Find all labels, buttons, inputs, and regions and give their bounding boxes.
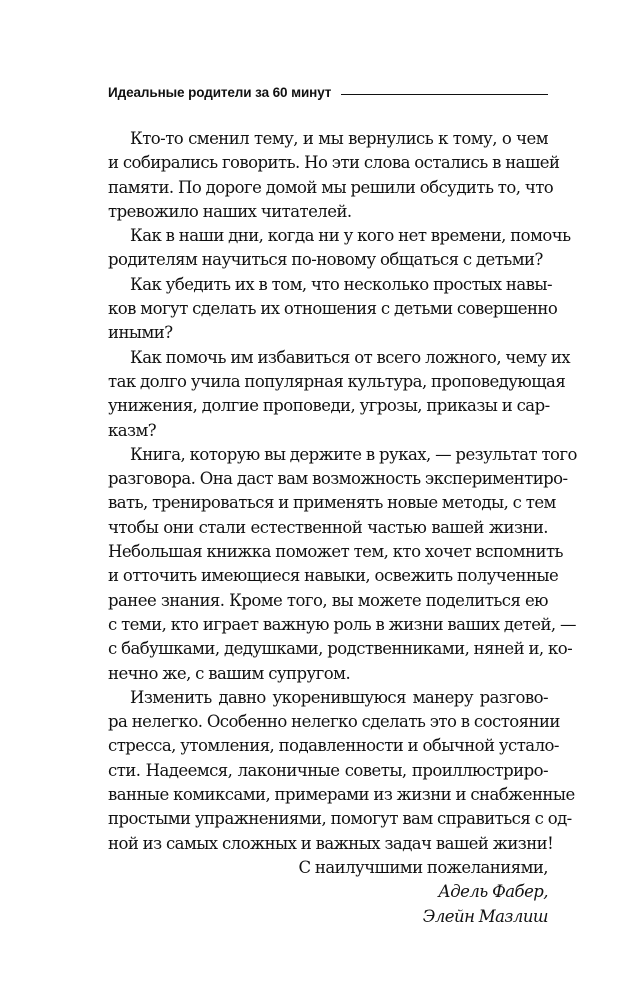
text-line: Кто-то сменил тему, и мы вернулись к тому, о чем	[130, 129, 548, 148]
text-line: сти. Надеемся, лаконичные советы, проиллюстриро-	[108, 760, 548, 780]
text-line: иными?	[108, 323, 173, 343]
author-name: Элейн Мазлиш	[422, 906, 548, 926]
text-line: родителям научиться по-новому общаться с детьми?	[108, 250, 543, 270]
text-line: памяти. По дороге домой мы решили обсудить то, что	[108, 177, 554, 197]
running-header	[108, 82, 548, 102]
text-line: и отточить имеющиеся навыки, освежить полученные	[108, 566, 559, 586]
text-line: тревожило наших читателей.	[108, 201, 352, 221]
text-line: так долго учила популярная культура, проповедующая	[108, 371, 566, 391]
text-line: ранее знания. Кроме того, вы можете поделиться ею	[108, 590, 548, 610]
text-line: вать, тренироваться и применять новые методы, с тем	[108, 493, 556, 513]
text-line: ванные комиксами, примерами из жизни и снабженные	[108, 785, 575, 805]
text-line: Как в наши дни, когда ни у кого нет времени, помочь	[130, 226, 571, 246]
text-line: Как убедить их в том, что несколько простых навы-	[130, 274, 552, 294]
text-line: стресса, утомления, подавленности и обычной устало-	[108, 736, 559, 756]
closing-line: С наилучшими пожеланиями,	[298, 857, 548, 877]
text-line: ков могут сделать их отношения с детьми совершенно	[108, 299, 558, 319]
text-line: ра нелегко. Особенно нелегко сделать это в состоянии	[108, 712, 560, 732]
text-line: нечно же, с вашим супругом.	[108, 663, 351, 683]
header-rule	[341, 94, 548, 95]
text-line: чтобы они стали естественной частью вашей жизни.	[108, 517, 548, 537]
text-line: с теми, кто играет важную роль в жизни ваших детей, —	[108, 614, 576, 634]
text-line: казм?	[108, 420, 157, 440]
running-title: Идеальные родители за 60 минут	[108, 84, 332, 100]
text-line: Книга, которую вы держите в руках, — результат того	[130, 444, 577, 464]
text-line: с бабушками, дедушками, родственниками, няней и, ко-	[108, 639, 573, 659]
author-name: Адель Фабер,	[438, 882, 548, 902]
text-line: Небольшая книжка поможет тем, кто хочет вспомнить	[108, 542, 563, 562]
text-line: и собирались говорить. Но эти слова остались в нашей	[108, 153, 560, 173]
text-line: ной из самых сложных и важных задач вашей жизни!	[108, 833, 554, 853]
text-line: унижения, долгие проповеди, угрозы, приказы и сар-	[108, 396, 550, 416]
text-line: простыми упражнениями, помогут вам справиться с од-	[108, 809, 572, 829]
text-line: разговора. Она даст вам возможность экспериментиро-	[108, 469, 568, 489]
text-line: Как помочь им избавиться от всего ложного, чему их	[130, 347, 571, 367]
body-text	[108, 127, 577, 929]
text-line: Изменить давно укоренившуюся манеру разгово-	[130, 687, 548, 707]
